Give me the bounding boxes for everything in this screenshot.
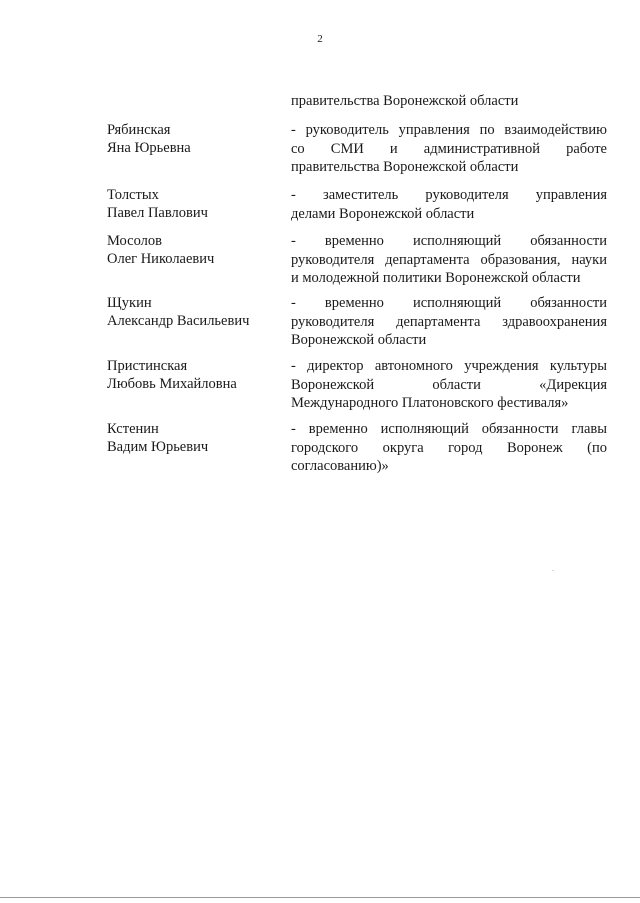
role-line: Воронежской области [291, 332, 427, 348]
member-name [107, 294, 282, 330]
role-line: и молодежной политики Воронежской области [291, 270, 581, 286]
role-line: - временно исполняющий обязанности главы [291, 421, 607, 437]
member-surname: Щукин [107, 295, 152, 311]
member-role [291, 121, 607, 177]
member-surname: Мосолов [107, 233, 162, 249]
member-given-names: Александр Васильевич [107, 313, 250, 329]
member-given-names: Любовь Михайловна [107, 376, 237, 392]
scan-edge-line [0, 897, 640, 898]
role-line: правительства Воронежской области [291, 159, 519, 175]
member-role [291, 294, 607, 350]
role-line: - руководитель управления по взаимодействию [291, 122, 607, 138]
member-given-names: Яна Юрьевна [107, 140, 191, 156]
role-line: городского округа город Воронеж (по [291, 439, 607, 456]
role-line: Международного Платоновского фестиваля» [291, 395, 569, 411]
member-name [107, 420, 282, 456]
scan-speck [552, 570, 554, 571]
role-line: - директор автономного учреждения культуры [291, 358, 607, 374]
member-name [107, 232, 282, 268]
member-given-names: Павел Павлович [107, 205, 208, 221]
member-name [107, 357, 282, 393]
member-name [107, 186, 282, 222]
role-line: - временно исполняющий обязанности [291, 233, 607, 249]
member-role [291, 420, 607, 476]
member-surname: Кстенин [107, 421, 159, 437]
role-line: Воронежской области «Дирекция [291, 376, 607, 393]
page-number: 2 [317, 33, 323, 45]
member-role [291, 232, 607, 288]
role-line: - заместитель руководителя управления [291, 187, 607, 203]
member-role [291, 357, 607, 413]
member-surname: Пристинская [107, 358, 188, 374]
role-line: руководителя департамента образования, науки [291, 251, 607, 268]
continuation-text: правительства Воронежской области [291, 93, 519, 109]
role-line: делами Воронежской области [291, 205, 475, 222]
member-given-names: Олег Николаевич [107, 251, 215, 267]
member-name [107, 121, 282, 157]
member-surname: Рябинская [107, 122, 171, 138]
role-line: руководителя департамента здравоохранения [291, 313, 607, 330]
member-role [291, 186, 607, 223]
role-line: - временно исполняющий обязанности [291, 295, 607, 311]
role-line: согласованию)» [291, 458, 389, 474]
role-line: со СМИ и административной работе [291, 140, 607, 157]
member-given-names: Вадим Юрьевич [107, 439, 209, 455]
member-surname: Толстых [107, 187, 159, 203]
